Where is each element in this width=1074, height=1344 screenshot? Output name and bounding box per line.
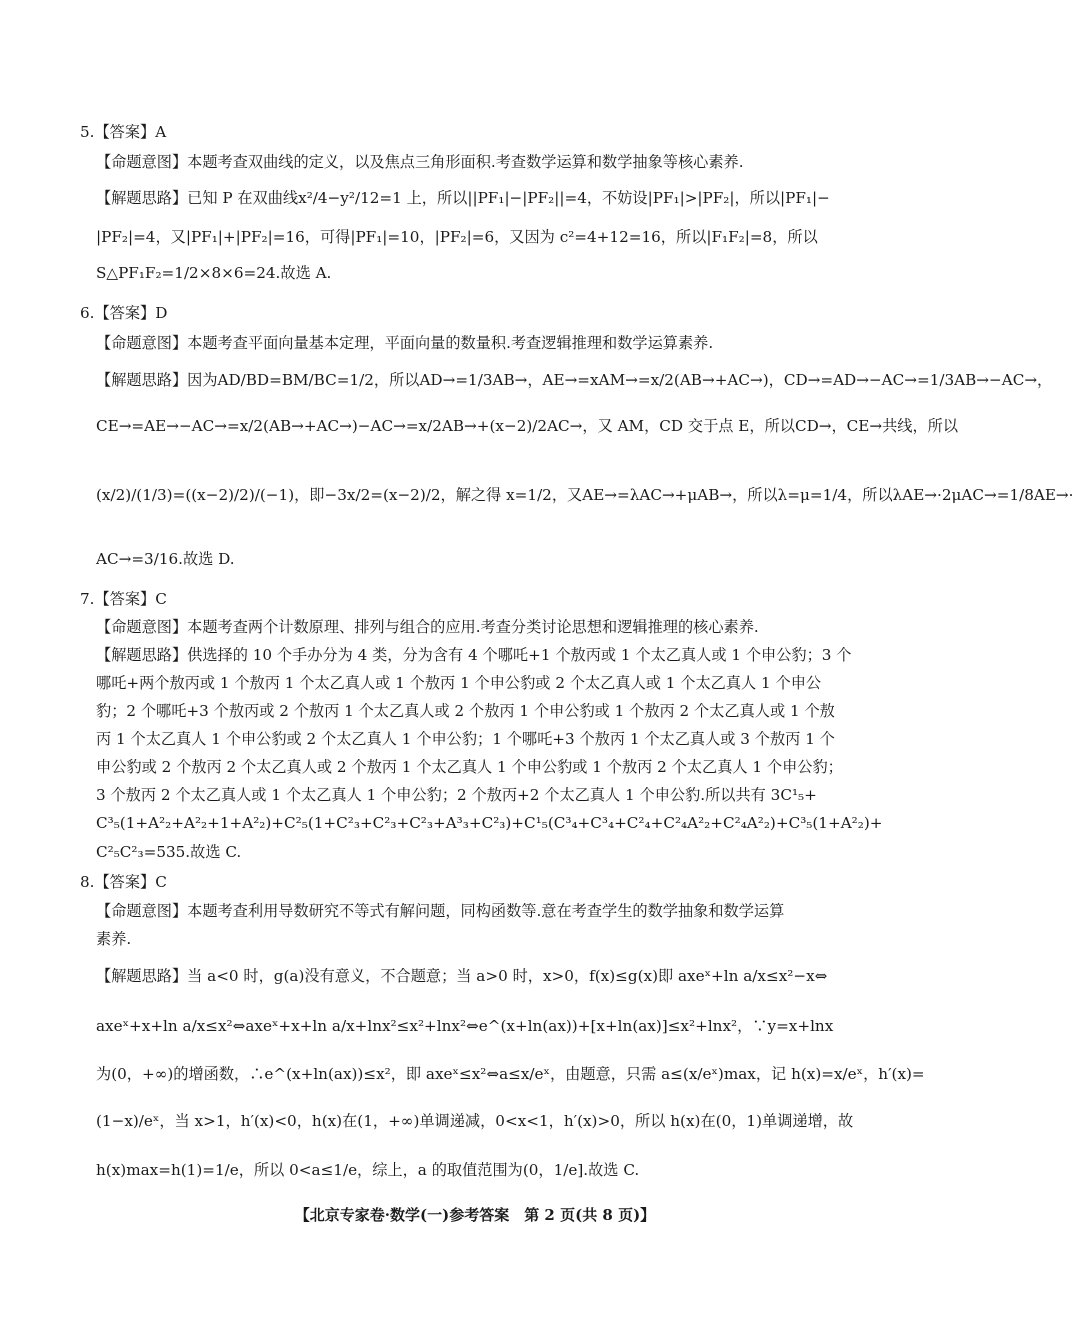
q7-solution-line: 【解题思路】供选择的 10 个手办分为 4 类，分为含有 4 个哪吒+1 个敖丙或 1 个太乙真人或 1 个申公豹；3 个	[96, 646, 852, 664]
q5-solution-line: |PF₂|=4，又|PF₁|+|PF₂|=16，可得|PF₁|=10，|PF₂|=6，又因为 c²=4+12=16，所以|F₁F₂|=8，所以	[96, 228, 818, 246]
q7-solution-line: 丙 1 个太乙真人 1 个申公豹或 2 个太乙真人 1 个申公豹；1 个哪吒+3 个敖丙 1 个太乙真人或 3 个敖丙 1 个	[96, 730, 835, 748]
q6-solution-line: AC→=3/16.故选 D.	[96, 550, 235, 568]
q7-solution-line: 3 个敖丙 2 个太乙真人或 1 个太乙真人 1 个申公豹；2 个敖丙+2 个太乙真人 1 个申公豹.所以共有 3C¹₅+	[96, 786, 817, 804]
q8-solution-line: axeˣ+x+ln a/x≤x²⇔axeˣ+x+ln a/x+lnx²≤x²+lnx²⇔e^(x+ln(ax))+[x+ln(ax)]≤x²+lnx²，∵y=x+lnx	[96, 1017, 834, 1035]
page-footer: 【北京专家卷·数学(一)参考答案 第 2 页(共 8 页)】	[294, 1206, 656, 1224]
q8-solution-line: h(x)max=h(1)=1/e，所以 0<a≤1/e，综上，a 的取值范围为(0，1/e].故选 C.	[96, 1161, 640, 1179]
q7-intent: 【命题意图】本题考查两个计数原理、排列与组合的应用.考查分类讨论思想和逻辑推理的核心素养.	[96, 618, 759, 636]
q7-answer: 7.【答案】C	[80, 590, 167, 608]
q7-solution-line: C²₅C²₃=535.故选 C.	[96, 843, 242, 861]
q7-solution-line: C³₅(1+A²₂+A²₂+1+A²₂)+C²₅(1+C²₃+C²₃+C²₃+A³₃+C²₃)+C¹₅(C³₄+C³₄+C²₄+C²₄A²₂+C²₄A²₂)+C³₅(1+A²₂)+	[96, 814, 883, 832]
q8-intent: 【命题意图】本题考查利用导数研究不等式有解问题，同构函数等.意在考查学生的数学抽象和数学运算	[96, 902, 785, 920]
q5-solution-line: 【解题思路】已知 P 在双曲线x²/4−y²/12=1 上，所以||PF₁|−|PF₂||=4，不妨设|PF₁|>|PF₂|，所以|PF₁|−	[96, 189, 830, 207]
q8-intent: 素养.	[96, 930, 132, 948]
q7-solution-line: 申公豹或 2 个敖丙 2 个太乙真人或 2 个敖丙 1 个太乙真人 1 个申公豹或 1 个敖丙 2 个太乙真人 1 个申公豹；	[96, 758, 843, 776]
q5-intent: 【命题意图】本题考查双曲线的定义，以及焦点三角形面积.考查数学运算和数学抽象等核心素养.	[96, 153, 744, 171]
q6-solution-line: 【解题思路】因为AD/BD=BM/BC=1/2，所以AD→=1/3AB→，AE→=xAM→=x/2(AB→+AC→)，CD→=AD→−AC→=1/3AB→−AC→，	[96, 371, 1053, 389]
q5-solution-line: S△PF₁F₂=1/2×8×6=24.故选 A.	[96, 264, 332, 282]
q8-solution-line: (1−x)/eˣ，当 x>1，h′(x)<0，h(x)在(1，+∞)单调递减，0<x<1，h′(x)>0，所以 h(x)在(0，1)单调递增，故	[96, 1112, 854, 1130]
q8-answer: 8.【答案】C	[80, 873, 167, 891]
q7-solution-line: 哪吒+两个敖丙或 1 个敖丙 1 个太乙真人或 1 个敖丙 1 个申公豹或 2 个太乙真人或 1 个太乙真人 1 个申公	[96, 674, 822, 692]
q7-solution-line: 豹；2 个哪吒+3 个敖丙或 2 个敖丙 1 个太乙真人或 2 个敖丙 1 个申公豹或 1 个敖丙 2 个太乙真人或 1 个敖	[96, 702, 835, 720]
q6-solution-line: (x/2)/(1/3)=((x−2)/2)/(−1)，即−3x/2=(x−2)/2，解之得 x=1/2，又AE→=λAC→+μAB→，所以λ=μ=1/4，所以λAE→·2μAC→=1/8AE→·	[96, 486, 1074, 504]
q6-intent: 【命题意图】本题考查平面向量基本定理，平面向量的数量积.考查逻辑推理和数学运算素养.	[96, 334, 714, 352]
q8-solution-line: 为(0，+∞)的增函数，∴e^(x+ln(ax))≤x²，即 axeˣ≤x²⇔a≤x/eˣ，由题意，只需 a≤(x/eˣ)max，记 h(x)=x/eˣ，h′(x)=	[96, 1065, 925, 1083]
q8-solution-line: 【解题思路】当 a<0 时，g(a)没有意义，不合题意；当 a>0 时，x>0，f(x)≤g(x)即 axeˣ+ln a/x≤x²−x⇔	[96, 967, 828, 985]
q6-answer: 6.【答案】D	[80, 304, 168, 322]
q6-solution-line: CE→=AE→−AC→=x/2(AB→+AC→)−AC→=x/2AB→+(x−2)/2AC→，又 AM，CD 交于点 E，所以CD→，CE→共线，所以	[96, 417, 959, 435]
q5-answer: 5.【答案】A	[80, 123, 167, 141]
